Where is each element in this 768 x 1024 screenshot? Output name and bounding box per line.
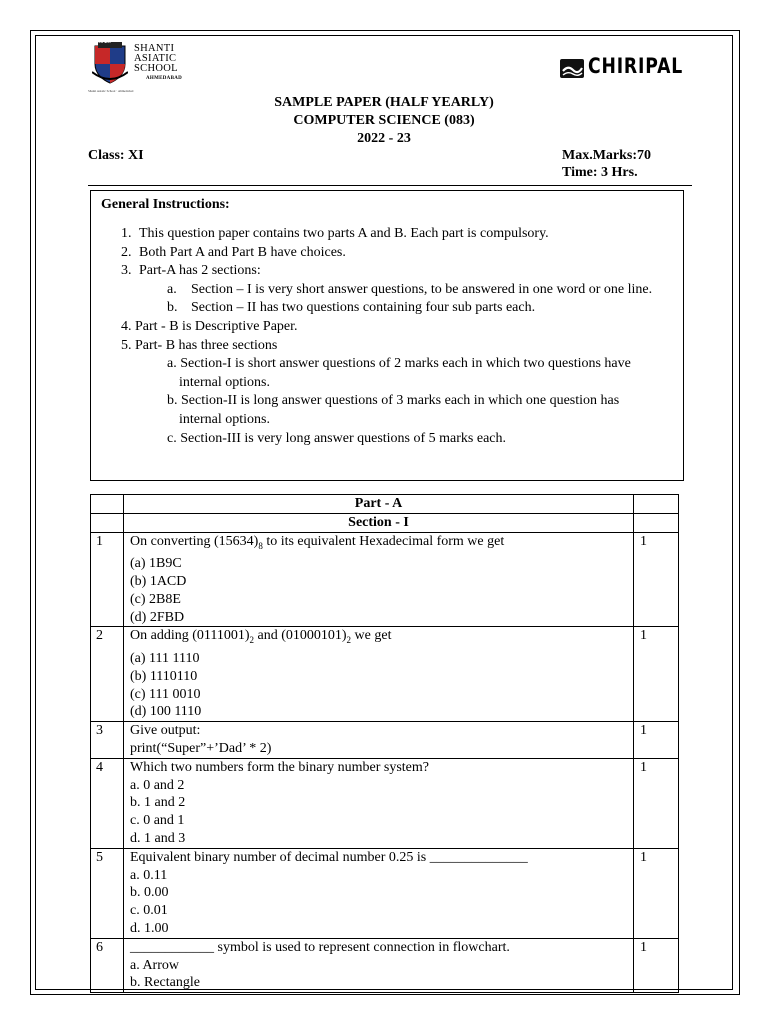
wave-icon [560, 59, 584, 78]
table-row [91, 513, 679, 532]
instructions-title: General Instructions: [101, 197, 230, 212]
instruction-item: 3. Part-A has 2 sections: [121, 263, 261, 279]
instruction-subitem: b. Section-II is long answer questions of 3 marks each in which one question has internal options. [167, 393, 620, 427]
question-row [91, 938, 679, 992]
instruction-subitem: a. Section-I is short answer questions of 2 marks each in which two questions have internal options. [167, 356, 631, 390]
school-logo [88, 40, 200, 94]
instruction-subitem: c. Section-III is very long answer questions of 5 marks each. [167, 430, 507, 446]
max-marks: Max.Marks:70 [562, 148, 652, 163]
question-body: Equivalent binary number of decimal number 0.25 is ______________ a. 0.11 b. 0.00 c. 0.01 d. 1.00 [124, 848, 634, 938]
code-line: print(“Super”+’Dad’ * 2) [130, 740, 272, 756]
question-marks: 1 [634, 627, 679, 722]
question-body: On converting $(15634)_8$ to its equivalent Hexadecimal form we get (a) 1B9C (b) 1ACD (c) 2B8E (d) 2FBD [124, 532, 634, 627]
option: b. 0.00 [130, 885, 169, 901]
section-heading: Section - I [124, 513, 634, 532]
question-marks: 1 [634, 722, 679, 759]
school-name: SHANTI ASIATIC SCHOOL AHMEDABAD [134, 43, 183, 81]
option: b. Rectangle [130, 975, 200, 991]
question-number: 6 [91, 938, 124, 992]
option: (c) 2B8E [130, 591, 181, 607]
time-allowed: Time: 3 Hrs. [562, 165, 638, 180]
question-row [91, 722, 679, 759]
question-marks: 1 [634, 848, 679, 938]
question-body: Give output: print(“Super”+’Dad’ * 2) [124, 722, 634, 759]
option: d. 1 and 3 [130, 830, 186, 846]
question-number: 3 [91, 722, 124, 759]
question-row [91, 627, 679, 722]
class-label: Class: XI [88, 148, 144, 163]
option: (a) 111 1110 [130, 650, 200, 666]
question-number: 4 [91, 758, 124, 848]
question-body: On adding $(0111001)_2$ and $(01000101)_2$ we get (a) 111 1110 (b) 1110110 (c) 111 0010 (d) 100 1110 [124, 627, 634, 722]
question-number: 5 [91, 848, 124, 938]
question-row [91, 532, 679, 627]
question-row [91, 758, 679, 848]
brand-name: CHIRIPAL [588, 54, 684, 78]
option: (b) 1ACD [130, 573, 187, 589]
header-divider [88, 185, 692, 186]
question-row [91, 848, 679, 938]
question-body: ____________ symbol is used to represent connection in flowchart. a. Arrow b. Rectangle [124, 938, 634, 992]
paper-subject: COMPUTER SCIENCE (083) [293, 113, 475, 128]
question-body: Which two numbers form the binary number system? a. 0 and 2 b. 1 and 2 c. 0 and 1 d. 1 and 3 [124, 758, 634, 848]
option: (d) 2FBD [130, 609, 185, 625]
instruction-item: 2. Both Part A and Part B have choices. [121, 244, 346, 260]
option: a. 0.11 [130, 867, 168, 883]
crest-text: S.A.S [97, 39, 112, 45]
option: c. 0.01 [130, 903, 168, 919]
instruction-subitem: a. Section – I is very short answer questions, to be answered in one word or one line. [167, 281, 653, 297]
part-heading: Part - A [124, 495, 634, 514]
paper-year: 2022 - 23 [357, 131, 411, 146]
instructions-list [91, 225, 685, 448]
option: b. 1 and 2 [130, 795, 186, 811]
general-instructions [90, 190, 684, 481]
question-marks: 1 [634, 758, 679, 848]
logo-tagline: Shanti Asiatic School · Ahmedabad [88, 89, 134, 93]
option: a. 0 and 2 [130, 777, 185, 793]
paper-title: SAMPLE PAPER (HALF YEARLY) [274, 95, 494, 110]
question-marks: 1 [634, 532, 679, 627]
instruction-item: 1. This question paper contains two parts A and B. Each part is compulsory. [121, 226, 549, 241]
questions-table [90, 494, 679, 993]
option: c. 0 and 1 [130, 813, 185, 829]
instruction-item: 4. Part - B is Descriptive Paper. [121, 318, 298, 334]
option: (c) 111 0010 [130, 686, 201, 702]
option: (a) 1B9C [130, 556, 182, 572]
instruction-item: 5. Part- B has three sections [121, 337, 278, 353]
table-row [91, 495, 679, 514]
option: (b) 1110110 [130, 668, 198, 684]
question-number: 1 [91, 532, 124, 627]
instruction-subitem: b. Section – II has two questions containing four sub parts each. [167, 300, 536, 316]
brand-logo [560, 54, 684, 82]
option: a. Arrow [130, 957, 179, 973]
option: d. 1.00 [130, 920, 169, 936]
question-number: 2 [91, 627, 124, 722]
school-crest-icon [92, 42, 128, 84]
option: (d) 100 1110 [130, 704, 202, 720]
question-marks: 1 [634, 938, 679, 992]
